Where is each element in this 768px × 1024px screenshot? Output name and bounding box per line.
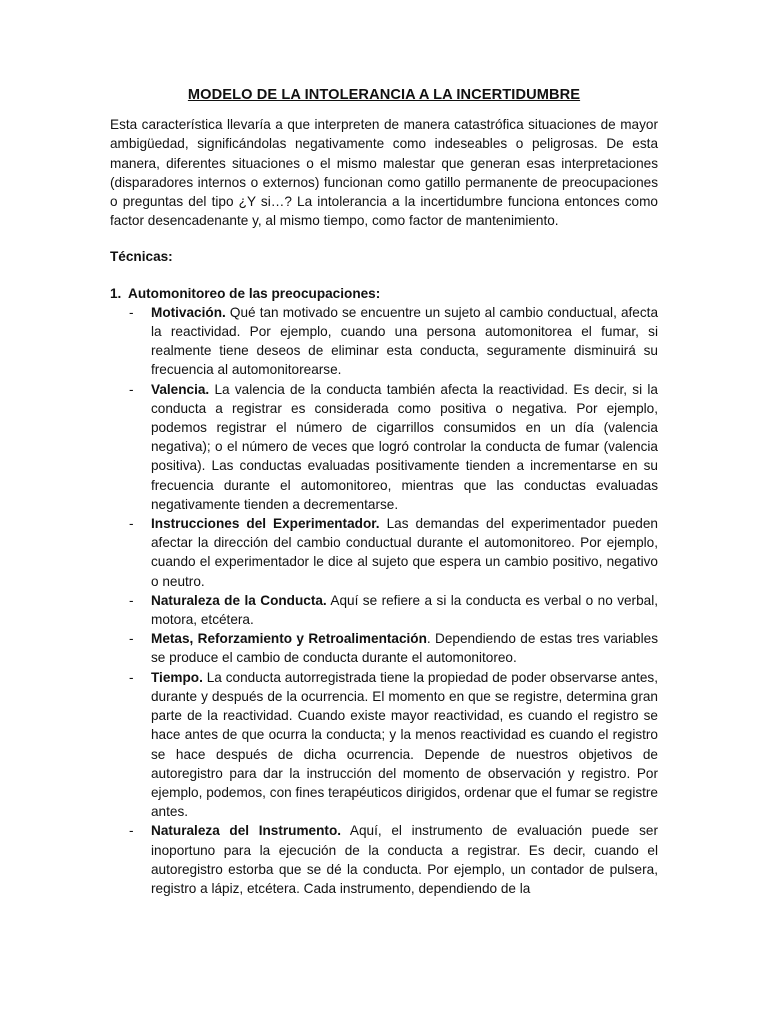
bullet-dash: - xyxy=(129,381,134,397)
technique-list xyxy=(110,303,658,898)
section-title: Automonitoreo de las preocupaciones: xyxy=(128,285,381,301)
item-text: La valencia de la conducta también afecta la reactividad. Es decir, si la conducta a registrar es considerada como positiva o negativa. Por ejemplo, podemos registrar el número de cigarrillos consumidos en un día (valencia negativa); o el número de veces que logró controlar la conducta de fumar (valencia positiva). Las conductas evaluadas positivamente tienden a incrementarse en su frecuencia durante el automonitoreo, mientras que las conductas evaluadas negativamente tienden a decrementarse. xyxy=(151,381,658,512)
item-term: Valencia. xyxy=(151,381,210,397)
bullet-dash: - xyxy=(129,823,134,839)
list-item-motivacion xyxy=(110,303,658,380)
list-item-naturaleza-conducta xyxy=(110,591,658,629)
item-text: Aquí, el instrumento de evaluación puede ser inoportuno para la ejecución de la conducta a registrar. Es decir, cuando el autoregistro estorba que se dé la conducta. Por ejemplo, un contador de pulsera, registro a lápiz, etcétera. Cada instrumento, dependiendo de la xyxy=(151,823,658,896)
bullet-dash: - xyxy=(129,669,134,685)
bullet-dash: - xyxy=(129,516,134,532)
list-item-valencia xyxy=(110,380,658,514)
list-item-naturaleza-instrumento xyxy=(110,821,658,898)
techniques-label: Técnicas: xyxy=(110,249,173,265)
item-term: Instrucciones del Experimentador. xyxy=(151,516,380,532)
bullet-dash: - xyxy=(129,304,134,320)
bullet-dash: - xyxy=(129,631,134,647)
item-term: Motivación. xyxy=(151,304,226,320)
list-item-metas xyxy=(110,629,658,667)
item-text: Las demandas del experimentador pueden afectar la dirección del cambio conductual durante el automonitoreo. Por ejemplo, cuando el experimentador le dice al sujeto que espera un cambio positivo, negativo o neutro. xyxy=(151,516,658,589)
item-text: Aquí se refiere a si la conducta es verbal o no verbal, motora, etcétera. xyxy=(151,592,658,628)
list-item-tiempo xyxy=(110,668,658,822)
item-term: Naturaleza de la Conducta. xyxy=(151,592,327,608)
bullet-dash: - xyxy=(129,592,134,608)
section-number: 1. xyxy=(110,285,122,301)
document-title: MODELO DE LA INTOLERANCIA A LA INCERTIDUMBRE xyxy=(187,87,581,103)
section-heading xyxy=(110,284,658,303)
item-term: Metas, Reforzamiento y Retroalimentación xyxy=(151,631,427,647)
item-term: Tiempo. xyxy=(151,669,203,685)
item-text: La conducta autorregistrada tiene la propiedad de poder observarse antes, durante y después de la ocurrencia. El momento en que se registre, determina gran parte de la reactividad. Cuando existe mayor reactividad, es cuando el registro se hace antes de que ocurra la conducta; y la menos reactividad es cuando el registro se hace después de dicha ocurrencia. Depende de nuestros objetivos de autoregistro para dar la instrucción del momento de observación y registro. Por ejemplo, podemos, con fines terapéuticos dirigidos, ordenar que el fumar se registre antes. xyxy=(151,669,658,820)
list-item-instrucciones xyxy=(110,514,658,591)
intro-paragraph: Esta característica llevaría a que interpreten de manera catastrófica situaciones de mayor ambigüedad, significándolas negativamente como indeseables o peligrosas. De esta manera, diferentes situaciones o el mismo malestar que generan esas interpretaciones (disparadores internos o externos) funcionan como gatillo permanente de preocupaciones o preguntas del tipo ¿Y si…? La intolerancia a la incertidumbre funciona entonces como factor desencadenante y, al mismo tiempo, como factor de mantenimiento. xyxy=(110,117,658,229)
item-term: Naturaleza del Instrumento. xyxy=(151,823,342,839)
item-text: . Dependiendo de estas tres variables se produce el cambio de conducta durante el automonitoreo. xyxy=(151,631,658,666)
item-text: Qué tan motivado se encuentre un sujeto al cambio conductual, afecta la reactividad. Por ejemplo, cuando una persona automonitorea el fumar, si realmente tiene deseos de eliminar esta conducta, seguramente disminuirá su frecuencia al automonitorearse. xyxy=(151,304,658,378)
